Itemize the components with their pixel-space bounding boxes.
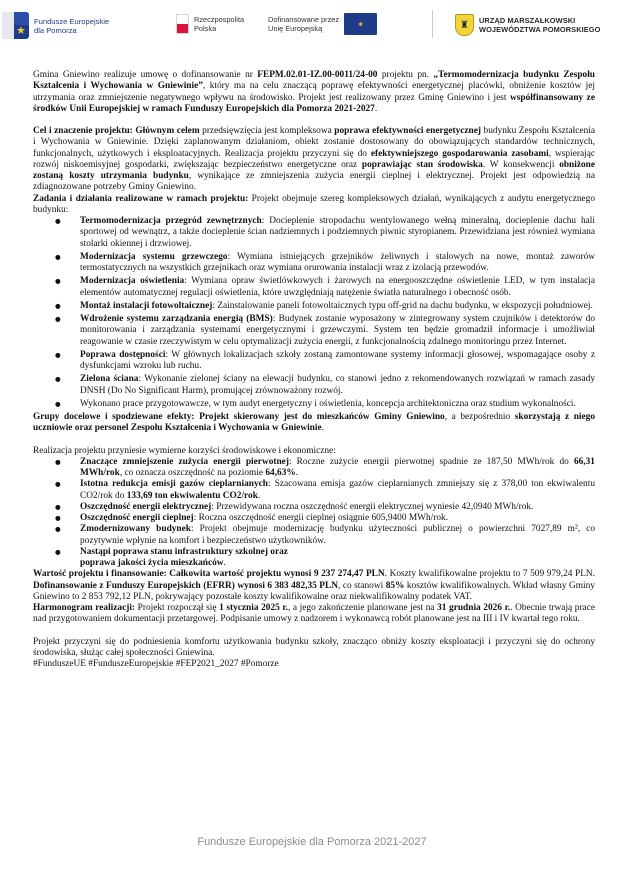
closing-paragraph: Projekt przyczyni się do podniesienia komfortu użytkowania budynku szkoły, znacząco obniży koszty eksploatacji i przyczyni się do ochrony środowiska, służąc całej społeczności Gniewina.: [33, 636, 595, 658]
logo-divider: [432, 10, 433, 38]
hashtags: #FunduszeUE #FunduszeEuropejskie #FEP2021_2027 #Pomorze: [33, 659, 279, 669]
page-footer: Fundusze Europejskie dla Pomorza 2021-2027: [197, 836, 427, 848]
fundusze-europejskie-logo: [2, 12, 109, 39]
list-item: ● Zielona ściana: Wykonanie zielonej ściany na elewacji budynku, co stanowi jedno z rekomendowanych rozwiązań w ramach zasady DNSH (Do No Significant Harm), promującej zrównoważony rozwój.: [33, 374, 595, 397]
eu-flag-icon: ✶: [344, 13, 377, 35]
urzad-marszalkowski-logo: [455, 14, 601, 36]
list-item: ● Poprawa dostępności: W głównych lokalizacjach szkoły zostaną zamontowane systemy informacji głosowej, wspomagające osoby z dysfunkcjami wzroku lub ruchu.: [33, 350, 595, 373]
list-item: ● Istotna redukcja emisji gazów cieplarnianych: Szacowana emisja gazów cieplarnianych zmniejszy się z 378,00 ton ekwiwalentu CO2/rok do 133,69 ton ekwiwalentu CO2/rok.: [33, 479, 595, 502]
rzeczpospolita-polska-logo: [176, 14, 244, 34]
fe-emblem-icon: ★: [2, 12, 29, 39]
eu-logo-text: Dofinansowane przez Unię Europejską: [268, 15, 340, 33]
list-item: ● Modernizacja oświetlenia: Wymiana opraw świetlówkowych i żarowych na energooszczędne oświetlenie LED, w tym instalacja elementów automatycznej regulacji oświetlenia, które uwzględniają natężenie światła naturalnego i obecność osób.: [33, 276, 595, 299]
logo-bar: [0, 0, 624, 52]
list-item: ● Oszczędność energii elektrycznej: Przewidywana roczna oszczędność energii elektrycznej wyniesie 42,0940 MWh/rok.: [33, 502, 595, 513]
fe-logo-text: Fundusze Europejskie dla Pomorza: [34, 16, 110, 35]
financing-paragraph: Wartość projektu i finansowanie: Całkowita wartość projektu wynosi 9 237 274,47 PLN. Koszty kwalifikowalne projektu to 7 509 979,24 PLN. Dofinansowanie z Funduszy Europejskich (EFRR) wynosi 6 383 482,35 PLN, co stanowi 85% kosztów kwalifikowalnych. Wkład własny Gminy Gniewino to 2 853 792,12 PLN, pokrywający pozostałe koszty kwalifikowalne oraz niekwalifikowalny podatek VAT.: [33, 569, 595, 602]
list-item: ● Montaż instalacji fotowoltaicznej: Zainstalowanie paneli fotowoltaicznych typu off-grid na dachu budynku, w ekspozycji południowej.: [33, 301, 595, 312]
list-item: ● Termomodernizacja przegród zewnętrznych: Docieplenie stropodachu wentylowanego wełną mineralną, docieplenie dachu hali sportowej od wewnątrz, a także docieplenie ścian nadziemnych i podziemnych piwnic styropianem. Przewidziana jest również wymiana stolarki okiennej i drzwiowej.: [33, 216, 595, 250]
list-item: ● Oszczędność energii cieplnej: Roczna oszczędność energii cieplnej osiągnie 605,9400 MWh/rok.: [33, 513, 595, 524]
tasks-list: [33, 216, 595, 410]
tasks-paragraph: Zadania i działania realizowane w ramach projektu: Projekt obejmuje szereg kompleksowych działań, wynikających z audytu energetycznego budynku:: [33, 193, 595, 215]
list-item: ● Wdrożenie systemu zarządzania energią (BMS): Budynek zostanie wyposażony w zintegrowany system czujników i detektorów do monitorowania i zarządzania systemami energetycznymi i grzewczymi. System ten będzie gromadził informacje i umożliwiał reagowanie w czasie rzeczywistym w celu optymalizacji zużycia energii, z funkcjonalnością zdalnego monitoringu przez Internet.: [33, 314, 595, 348]
goal-paragraph: Cel i znaczenie projektu: Głównym celem przedsięwzięcia jest kompleksowa poprawa efektywności energetycznej budynku Zespołu Kształcenia i Wychowania w Gniewinie. Dzięki zaplanowanym działaniom, obiekt zostanie dostosowany do obowiązujących standardów technicznych, funkcjonalnych, użytkowych i eksploatacyjnych. Realizacja projektu przyczyni się do efektywniejszego gospodarowania zasobami, wspierając rozwój niskoemisyjnej gospodarki, zwiększając bezpieczeństwo energetyczne oraz poprawiając stan środowiska. W konsekwencji obniżone zostaną koszty utrzymania budynku, wynikające ze zmniejszenia zużycia energii cieplnej i elektrycznej. Projekt jest odpowiedzią na zdiagnozowane potrzeby Gminy Gniewino.: [33, 126, 596, 193]
um-logo-text: URZĄD MARSZAŁKOWSKI WOJEWÓDZTWA POMORSKIEGO: [479, 16, 601, 34]
polish-flag-icon: [176, 14, 189, 34]
list-item: ● Zmodernizowany budynek: Projekt obejmuje modernizację budynku użyteczności publicznej o powierzchni 7027,89 m², co pozytywnie wpłynie na komfort i bezpieczeństwo użytkowników.: [33, 524, 595, 547]
eu-funding-logo: [268, 13, 377, 35]
target-groups-paragraph: Grupy docelowe i spodziewane efekty: Projekt skierowany jest do mieszkańców Gminy Gniewino, a bezpośrednio skorzystają z niego uczniowie oraz personel Zespołu Kształcenia i Wychowania w Gniewinie.: [33, 412, 595, 434]
list-item: ● Wykonano prace przygotowawcze, w tym audyt energetyczny i oświetlenia, koncepcja architektoniczna oraz studium wykonalności.: [33, 399, 595, 410]
benefits-intro: Realizacja projektu przyniesie wymierne korzyści środowiskowe i ekonomiczne:: [33, 445, 336, 456]
list-item: ● Nastąpi poprawa stanu infrastruktury szkolnej oraz poprawa jakości życia mieszkańców.: [33, 547, 595, 570]
benefits-list: [33, 457, 595, 570]
intro-paragraph: Gmina Gniewino realizuje umowę o dofinansowanie nr FEPM.02.01-IZ.00-0011/24-00 projektu pn. „Termomodernizacja budynku Zespołu Kształcenia i Wychowania w Gniewinie”, który ma na celu znaczącą poprawę efektywności energetycznej placówki, obniżenie kosztów jej utrzymania oraz zmniejszenie negatywnego wpływu na środowisko. Projekt jest realizowany przez Gminę Gniewino i jest współfinansowany ze środków Unii Europejskiej w ramach Funduszy Europejskich dla Pomorza 2021-2027.: [33, 70, 596, 114]
schedule-paragraph: Harmonogram realizacji: Projekt rozpoczął się 1 stycznia 2025 r., a jego zakończenie planowane jest na 31 grudnia 2026 r.. Obecnie trwają prace nad przygotowaniem dokumentacji przetargowej. Podpisanie umowy z nadzorem i wykonawcą robót planowane jest na III i IV kwartał tego roku.: [33, 603, 595, 625]
document-body: [33, 70, 595, 670]
pomorskie-crest-icon: ♜: [455, 14, 474, 36]
list-item: ● Modernizacja systemu grzewczego: Wymiana istniejących grzejników żeliwnych i stalowych na nowe, montaż zaworów termostatycznych na wszystkich grzejnikach oraz wymiana orurowania instalacji wraz z izolacją przewodów.: [33, 252, 595, 275]
rp-logo-text: Rzeczpospolita Polska: [194, 15, 245, 33]
list-item: ● Znaczące zmniejszenie zużycia energii pierwotnej: Roczne zużycie energii pierwotnej spadnie ze 187,50 MWh/rok do 66,31 MWh/rok, co oznacza oszczędność na poziomie 64,63%.: [33, 457, 595, 480]
